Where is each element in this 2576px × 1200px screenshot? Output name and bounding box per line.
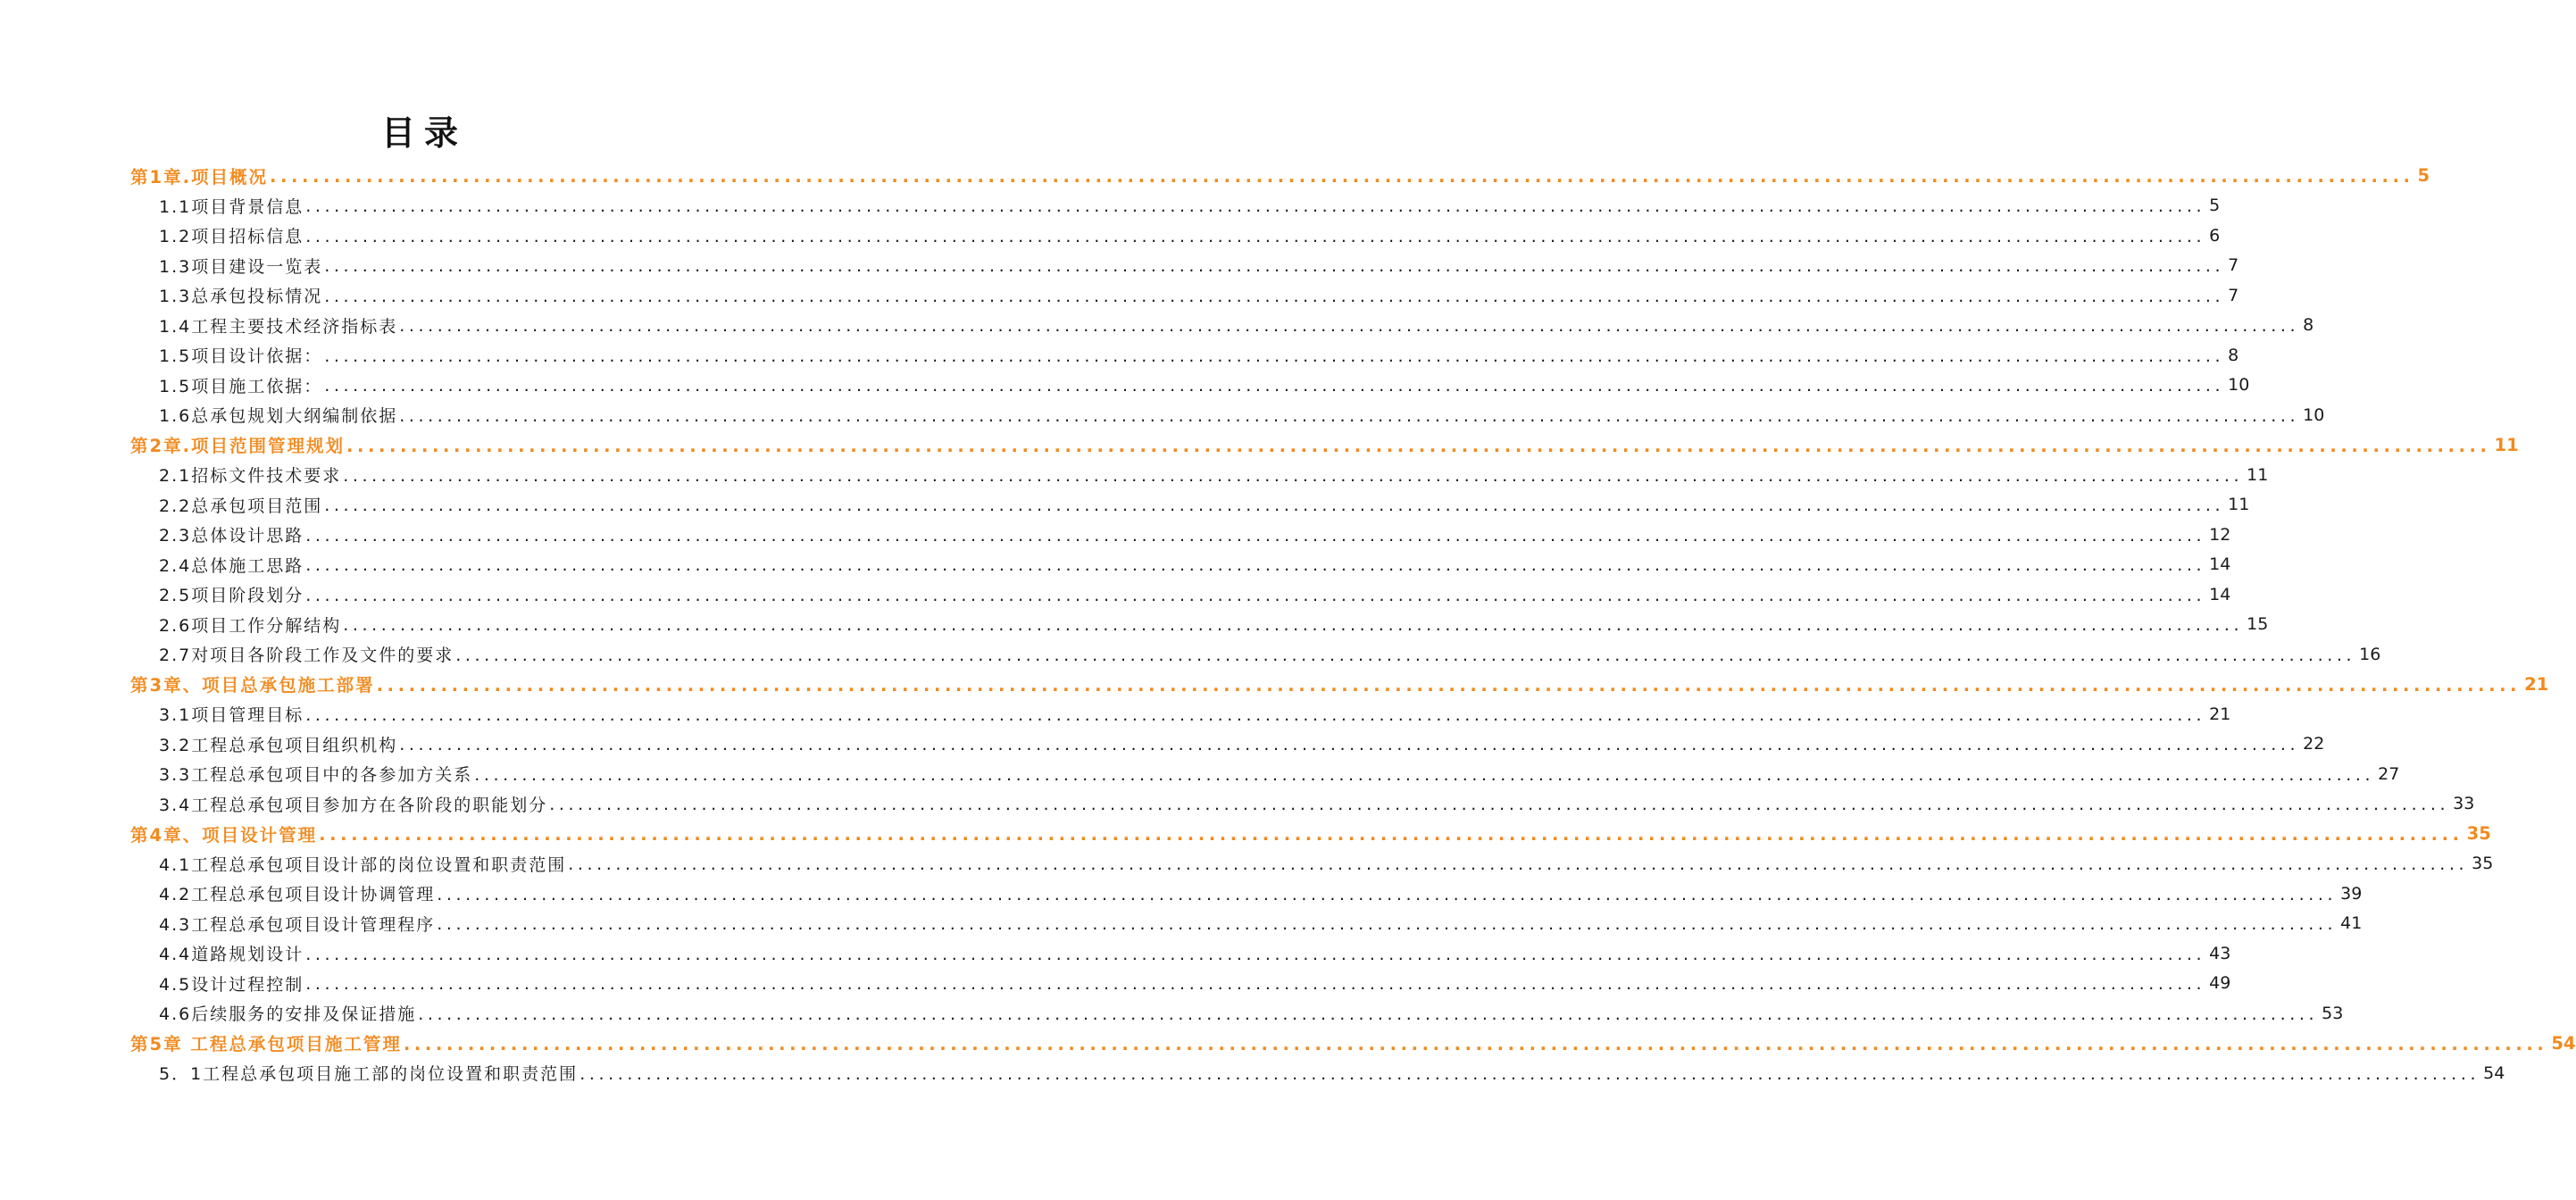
toc-page-number: 14 <box>2209 554 2231 575</box>
toc-section-entry[interactable] <box>0 579 2231 610</box>
toc-section-entry[interactable] <box>0 729 2325 760</box>
toc-dot-leader: ........................................................................................................................................................................................................ <box>269 166 2414 187</box>
toc-dot-leader: ........................................................................................................................................................................................................ <box>399 316 2300 336</box>
toc-section-entry[interactable] <box>0 191 2221 221</box>
toc-entry-label: 第3章、项目总承包施工部署 <box>130 675 375 696</box>
toc-section-entry[interactable] <box>0 1058 2505 1088</box>
toc-section-entry[interactable] <box>0 550 2231 580</box>
toc-entry-label: 4.3工程总承包项目设计管理程序 <box>159 914 436 935</box>
toc-dot-leader: ........................................................................................................................................................................................................ <box>455 645 2356 665</box>
toc-entry-label: 第1章.项目概况 <box>130 166 268 188</box>
toc-section-entry[interactable] <box>0 639 2381 670</box>
toc-section-entry[interactable] <box>0 520 2231 550</box>
toc-section-entry[interactable] <box>0 371 2250 401</box>
toc-section-entry[interactable] <box>0 280 2239 311</box>
toc-dot-leader: ........................................................................................................................................................................................................ <box>568 854 2469 874</box>
toc-entry-label: 1.4工程主要技术经济指标表 <box>159 316 398 337</box>
toc-dot-leader: ........................................................................................................................................................................................................ <box>305 525 2206 546</box>
toc-entry-label: 2.3总体设计思路 <box>159 526 304 546</box>
toc-entry-label: 3.2工程总承包项目组织机构 <box>159 735 398 755</box>
toc-dot-leader: ........................................................................................................................................................................................................ <box>324 496 2225 515</box>
toc-chapter-entry[interactable] <box>0 819 2491 849</box>
toc-list <box>0 161 2576 1088</box>
toc-dot-leader: ........................................................................................................................................................................................................ <box>403 1033 2548 1054</box>
toc-page-number: 11 <box>2494 434 2519 455</box>
toc-dot-leader: ........................................................................................................................................................................................................ <box>324 256 2225 276</box>
toc-entry-label: 4.2工程总承包项目设计协调管理 <box>159 885 436 905</box>
toc-page-number: 12 <box>2209 524 2231 545</box>
toc-page-number: 27 <box>2378 763 2400 784</box>
toc-page-number: 15 <box>2247 614 2269 635</box>
toc-section-entry[interactable] <box>0 849 2494 879</box>
toc-page-number: 10 <box>2228 375 2250 396</box>
toc-page-number: 35 <box>2472 854 2494 874</box>
toc-dot-leader: ........................................................................................................................................................................................................ <box>437 884 2338 904</box>
toc-entry-label: 2.2总承包项目范围 <box>159 496 323 516</box>
toc-dot-leader: ........................................................................................................................................................................................................ <box>346 435 2491 456</box>
toc-page-number: 41 <box>2340 913 2363 934</box>
toc-dot-leader: ........................................................................................................................................................................................................ <box>305 555 2206 575</box>
toc-entry-label: 1.5项目施工依据： <box>159 376 323 396</box>
toc-entry-label: 4.4道路规划设计 <box>159 945 304 965</box>
toc-dot-leader: ........................................................................................................................................................................................................ <box>305 704 2206 725</box>
toc-section-entry[interactable] <box>0 340 2239 371</box>
toc-dot-leader: ........................................................................................................................................................................................................ <box>305 196 2206 216</box>
toc-entry-label: 3.4工程总承包项目参加方在各阶段的职能划分 <box>159 795 548 815</box>
toc-section-entry[interactable] <box>0 759 2400 789</box>
toc-page-number: 54 <box>2551 1032 2576 1054</box>
toc-entry-label: 第4章、项目设计管理 <box>130 824 318 846</box>
toc-dot-leader: ........................................................................................................................................................................................................ <box>319 824 2463 845</box>
toc-entry-label: 3.3工程总承包项目中的各参加方关系 <box>159 765 473 786</box>
toc-entry-label: 2.6项目工作分解结构 <box>159 615 342 636</box>
toc-page-number: 5 <box>2417 165 2430 187</box>
toc-dot-leader: ........................................................................................................................................................................................................ <box>305 226 2206 246</box>
toc-dot-leader: ........................................................................................................................................................................................................ <box>399 735 2300 754</box>
toc-page-number: 21 <box>2524 673 2549 695</box>
toc-entry-label: 1.1项目背景信息 <box>159 196 304 217</box>
toc-page-number: 22 <box>2303 734 2325 754</box>
toc-page-number: 16 <box>2359 644 2381 664</box>
toc-chapter-entry[interactable] <box>0 670 2549 700</box>
toc-entry-label: 2.4总体施工思路 <box>159 555 304 576</box>
toc-section-entry[interactable] <box>0 789 2475 820</box>
toc-title: 目录 <box>380 113 467 153</box>
toc-dot-leader: ........................................................................................................................................................................................................ <box>324 286 2225 306</box>
toc-page-number: 39 <box>2340 883 2363 904</box>
toc-dot-leader: ........................................................................................................................................................................................................ <box>324 346 2225 366</box>
toc-entry-label: 1.2项目招标信息 <box>159 227 304 247</box>
toc-dot-leader: ........................................................................................................................................................................................................ <box>343 615 2244 635</box>
toc-dot-leader: ........................................................................................................................................................................................................ <box>305 974 2206 994</box>
toc-dot-leader: ........................................................................................................................................................................................................ <box>305 585 2206 605</box>
toc-section-entry[interactable] <box>0 938 2231 969</box>
toc-entry-label: 2.5项目阶段划分 <box>159 586 304 606</box>
toc-entry-label: 1.3总承包投标情况 <box>159 287 323 307</box>
toc-section-entry[interactable] <box>0 251 2239 281</box>
toc-page-number: 6 <box>2209 225 2221 246</box>
toc-page-number: 7 <box>2228 285 2239 305</box>
toc-section-entry[interactable] <box>0 490 2250 521</box>
toc-page-number: 14 <box>2209 584 2231 604</box>
toc-page-number: 49 <box>2209 973 2231 994</box>
toc-dot-leader: ........................................................................................................................................................................................................ <box>579 1063 2480 1084</box>
toc-dot-leader: ........................................................................................................................................................................................................ <box>437 914 2338 934</box>
toc-section-entry[interactable] <box>0 400 2325 430</box>
toc-page-number: 54 <box>2483 1062 2505 1083</box>
toc-entry-label: 2.7对项目各阶段工作及文件的要求 <box>159 646 454 666</box>
toc-page-number: 8 <box>2228 345 2239 365</box>
toc-dot-leader: ........................................................................................................................................................................................................ <box>376 674 2522 696</box>
toc-dot-leader: ........................................................................................................................................................................................................ <box>474 764 2375 785</box>
toc-section-entry[interactable] <box>0 221 2221 251</box>
toc-page-number: 43 <box>2209 943 2231 963</box>
toc-entry-label: 第5章 工程总承包项目施工管理 <box>130 1034 402 1055</box>
toc-entry-label: 4.6后续服务的安排及保证措施 <box>159 1004 417 1025</box>
toc-dot-leader: ........................................................................................................................................................................................................ <box>549 795 2450 814</box>
toc-dot-leader: ........................................................................................................................................................................................................ <box>305 944 2206 964</box>
toc-chapter-entry[interactable] <box>0 161 2430 191</box>
toc-dot-leader: ........................................................................................................................................................................................................ <box>324 376 2225 396</box>
toc-section-entry[interactable] <box>0 909 2363 939</box>
toc-entry-label: 2.1招标文件技术要求 <box>159 466 342 487</box>
toc-page-number: 35 <box>2466 823 2491 845</box>
toc-section-entry[interactable] <box>0 610 2269 640</box>
toc-page-number: 53 <box>2322 1003 2344 1023</box>
toc-dot-leader: ........................................................................................................................................................................................................ <box>418 1004 2319 1024</box>
toc-page-number: 33 <box>2453 794 2475 814</box>
toc-section-entry[interactable] <box>0 969 2231 999</box>
toc-page-number: 11 <box>2228 495 2250 515</box>
toc-entry-label: 4.1工程总承包项目设计部的岗位设置和职责范围 <box>159 854 567 875</box>
toc-section-entry[interactable] <box>0 460 2269 490</box>
toc-section-entry[interactable] <box>0 879 2363 909</box>
toc-dot-leader: ........................................................................................................................................................................................................ <box>399 405 2300 426</box>
toc-entry-label: 第2章.项目范围管理规划 <box>130 436 345 457</box>
toc-page-number: 21 <box>2209 704 2231 724</box>
toc-entry-label: 5．1工程总承包项目施工部的岗位设置和职责范围 <box>159 1064 579 1085</box>
toc-section-entry[interactable] <box>0 699 2231 729</box>
toc-page-number: 7 <box>2228 255 2239 276</box>
toc-chapter-entry[interactable] <box>0 1029 2576 1059</box>
toc-page-number: 11 <box>2247 464 2269 485</box>
toc-entry-label: 3.1项目管理目标 <box>159 705 304 726</box>
toc-entry-label: 1.3项目建设一览表 <box>159 256 323 277</box>
toc-page-number: 5 <box>2209 196 2221 216</box>
toc-dot-leader: ........................................................................................................................................................................................................ <box>343 465 2244 486</box>
toc-page-number: 10 <box>2303 404 2325 425</box>
toc-section-entry[interactable] <box>0 311 2314 341</box>
toc-section-entry[interactable] <box>0 998 2344 1029</box>
toc-chapter-entry[interactable] <box>0 430 2519 461</box>
toc-page-number: 8 <box>2303 315 2314 336</box>
toc-entry-label: 4.5设计过程控制 <box>159 974 304 995</box>
toc-entry-label: 1.5项目设计依据： <box>159 346 323 367</box>
toc-entry-label: 1.6总承包规划大纲编制依据 <box>159 406 398 427</box>
